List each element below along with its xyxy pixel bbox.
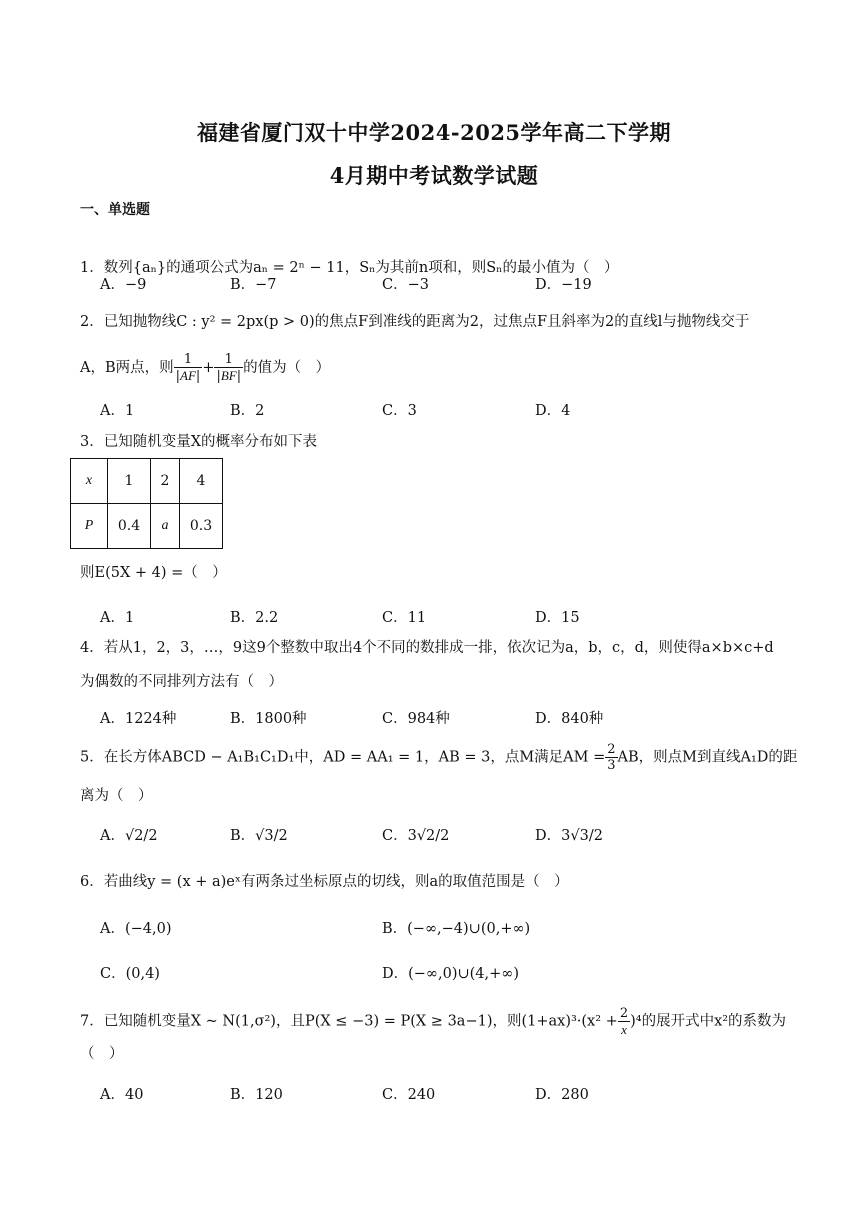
q3-option-d: D．15 — [535, 610, 580, 626]
q1-option-d: D．−19 — [535, 277, 592, 293]
question-7-line1 — [80, 1006, 786, 1037]
q2-option-b: B．2 — [230, 403, 265, 419]
q4-option-b: B．1800种 — [230, 711, 307, 727]
q2-line2-pre: A，B两点，则 — [80, 360, 174, 376]
q5-fraction: $\frac{2}{3}$ — [607, 742, 616, 773]
q2-option-c: C．3 — [382, 403, 417, 419]
q5-option-b: B．√3/2 — [230, 828, 288, 844]
question-2-line1: 2．已知抛物线C : y² = 2px(p > 0)的焦点F到准线的距离为2，过焦点F且斜率为2的直线l与抛物线交于 — [80, 314, 750, 330]
q5-option-d: D．3√3/2 — [535, 828, 603, 844]
table-cell: 0.4 — [108, 504, 151, 549]
table-cell: 0.3 — [180, 504, 223, 549]
table-row — [71, 504, 223, 549]
table-cell: P — [71, 504, 108, 549]
q2-option-a: A．1 — [100, 403, 135, 419]
q2-option-d: D．4 — [535, 403, 571, 419]
q6-option-c: C．(0,4) — [100, 966, 160, 982]
table-cell: 1 — [108, 459, 151, 504]
table-cell: 2 — [151, 459, 180, 504]
q3-option-b: B．2.2 — [230, 610, 279, 626]
q4-option-c: C．984种 — [382, 711, 450, 727]
table-cell: 4 — [180, 459, 223, 504]
question-3: 3．已知随机变量X的概率分布如下表 — [80, 434, 318, 450]
question-6: 6．若曲线y = (x + a)eˣ有两条过坐标原点的切线，则a的取值范围是（ ） — [80, 874, 569, 890]
q7-line1-post: )⁴的展开式中x²的系数为 — [630, 1013, 787, 1030]
section-heading: 一、单选题 — [80, 202, 150, 218]
q6-option-a: A．(−4,0) — [100, 921, 172, 937]
question-2-line2: A，B两点，则 $\frac{1}{|AF|}$ + $\frac{1}{|BF|}$ 的值为（ ） — [80, 352, 331, 384]
q1-option-b: B．−7 — [230, 277, 277, 293]
question-1: 1．数列{aₙ}的通项公式为aₙ = 2ⁿ − 11，Sₙ为其前n项和，则Sₙ的最小值为（ ） — [80, 260, 619, 276]
question-3-stem: 则E(5X + 4) =（ ） — [80, 565, 227, 581]
q7-option-c: C．240 — [382, 1087, 436, 1103]
q7-fraction: $\frac{2}{x}$ — [619, 1006, 629, 1037]
q4-option-a: A．1224种 — [100, 711, 177, 727]
q1-option-c: C．−3 — [382, 277, 429, 293]
exam-title-line2: 4月期中考试数学试题 — [329, 163, 539, 188]
q5-option-a: A．√2/2 — [100, 828, 158, 844]
q7-option-d: D．280 — [535, 1087, 589, 1103]
q5-option-c: C．3√2/2 — [382, 828, 450, 844]
table-row — [71, 459, 223, 504]
q2-fraction-bf: $\frac{1}{|BF|}$ — [216, 352, 242, 384]
question-7-line2: （ ） — [80, 1046, 124, 1062]
question-4-line1: 4．若从1，2，3，…，9这9个整数中取出4个不同的数排成一排，依次记为a，b，c，d，则使得a×b×c+d — [80, 640, 774, 656]
q6-option-d: D．(−∞,0)∪(4,+∞) — [382, 966, 520, 982]
question-4-line2: 为偶数的不同排列方法有（ ） — [80, 674, 283, 690]
q4-option-d: D．840种 — [535, 711, 604, 727]
question-5-line2: 离为（ ） — [80, 788, 153, 804]
q1-option-a: A．−9 — [100, 277, 147, 293]
probability-table — [70, 458, 223, 549]
question-5-line1 — [80, 742, 797, 773]
q2-fraction-af: $\frac{1}{|AF|}$ — [175, 352, 201, 384]
q7-option-a: A．40 — [100, 1087, 144, 1103]
q6-option-b: B．(−∞,−4)∪(0,+∞) — [382, 921, 531, 937]
q5-line1-post: AB，则点M到直线A₁D的距 — [617, 749, 798, 766]
table-cell: x — [71, 459, 108, 504]
exam-title-line1: 福建省厦门双十中学2024-2025学年高二下学期 — [196, 120, 672, 145]
q7-line1-pre: 7．已知随机变量X ~ N(1,σ²)，且P(X ≤ −3) = P(X ≥ 3a−1)，则(1+ax)³·(x² + — [80, 1013, 618, 1030]
q5-line1-pre: 5．在长方体ABCD − A₁B₁C₁D₁中，AD = AA₁ = 1，AB = 3，点M满足AM = — [80, 749, 606, 766]
q3-option-c: C．11 — [382, 610, 427, 626]
q7-option-b: B．120 — [230, 1087, 283, 1103]
table-cell: a — [151, 504, 180, 549]
q3-option-a: A．1 — [100, 610, 135, 626]
q2-line2-post: 的值为（ ） — [243, 360, 331, 376]
